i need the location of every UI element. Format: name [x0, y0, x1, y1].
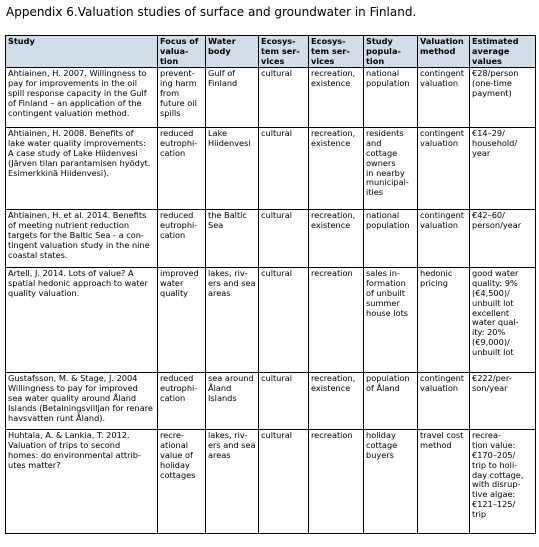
column-header-ecosystem-services: Ecosys- tem ser- vices [259, 36, 309, 68]
table-cell: sea around Åland Islands [206, 373, 259, 430]
table-cell: hedonic pricing [418, 268, 470, 373]
table-cell: cultural [259, 373, 309, 430]
table-cell: Huhtala, A. & Lankia, T. 2012. Valuation of trips to second homes: do environmental attrib- utes matter? [6, 430, 158, 534]
table-cell: improved water quality [158, 268, 206, 373]
table-cell: residents and cottage owners in nearby municipal- ities [364, 128, 418, 210]
column-header-study-population: Study popula- tion [364, 36, 418, 68]
table-cell: Artell, J. 2014. Lots of value? A spatial hedonic approach to water quality valuation. [6, 268, 158, 373]
table-cell: lakes, riv- ers and sea areas [206, 430, 259, 534]
table-cell: recreation [309, 268, 364, 373]
table-cell: sales in- formation of unbuilt summer house lots [364, 268, 418, 373]
table-cell: recrea- tion value: €170–205/ trip to holi- day cottage, with disrup- tive algae: €121–125/ trip [470, 430, 536, 534]
table-cell: Ahtiainen, H. et al. 2014. Benefits of meeting nutrient reduction targets for the Baltic Sea - a con- tingent valuation study in the nine coastal states. [6, 210, 158, 268]
table-cell: Ahtiainen, H. 2008. Benefits of lake water quality improvements: A case study of Lake Hiidenvesi (Järven tilan parantamisen hyödyt. Esimerkkinä Hiidenvesi). [6, 128, 158, 210]
table-cell: recre- ational value of holiday cottages [158, 430, 206, 534]
column-header-water-body: Water body [206, 36, 259, 68]
table-cell: cultural [259, 430, 309, 534]
table-row [6, 373, 536, 430]
table-cell: cultural [259, 68, 309, 128]
table-cell: holiday cottage buyers [364, 430, 418, 534]
page-title: Appendix 6.Valuation studies of surface and groundwater in Finland. [6, 5, 417, 19]
column-header-focus: Focus of valua- tion [158, 36, 206, 68]
column-header-valuation-method: Valuation method [418, 36, 470, 68]
table-cell: contingent valuation [418, 128, 470, 210]
table-header-row [6, 36, 536, 68]
table-cell: recreation, existence [309, 373, 364, 430]
table-cell: reduced eutrophi- cation [158, 210, 206, 268]
table-cell: recreation [309, 430, 364, 534]
table-row [6, 268, 536, 373]
table-cell: recreation, existence [309, 210, 364, 268]
table-cell: cultural [259, 268, 309, 373]
table-cell: population of Åland [364, 373, 418, 430]
table-row [6, 128, 536, 210]
table-cell: contingent valuation [418, 373, 470, 430]
column-header-estimated-values: Estimated average values [470, 36, 536, 68]
table-cell: Ahtiainen, H. 2007. Willingness to pay for improvements in the oil spill response capacity in the Gulf of Finland – an application of the contingent valuation method. [6, 68, 158, 128]
table-cell: cultural [259, 210, 309, 268]
table-cell: €14–29/ household/ year [470, 128, 536, 210]
table-cell: €222/per- son/year [470, 373, 536, 430]
table-cell: €28/person (one-time payment) [470, 68, 536, 128]
table-row [6, 210, 536, 268]
table-cell: cultural [259, 128, 309, 210]
table-cell: Gustafsson, M. & Stage, J. 2004 Willingness to pay for improved sea water quality around Åland Islands (Betalningsvilljan for renare havsvatten runt Åland). [6, 373, 158, 430]
table-cell: Lake Hiidenvesi [206, 128, 259, 210]
table-cell: good water quality: 9% (€4,500)/ unbuilt lot excellent water qual- ity: 20% (€9,000)/ unbuilt lot [470, 268, 536, 373]
column-header-ecosystem-services-2: Ecosys- tem ser- vices [309, 36, 364, 68]
table-cell: reduced eutrophi- cation [158, 128, 206, 210]
table-cell: lakes, riv- ers and sea areas [206, 268, 259, 373]
table-cell: recreation, existence [309, 68, 364, 128]
valuation-studies-table [5, 35, 536, 534]
table-cell: national population [364, 210, 418, 268]
table-cell: reduced eutrophi- cation [158, 373, 206, 430]
table-row [6, 68, 536, 128]
table-cell: contingent valuation [418, 68, 470, 128]
table-cell: recreation, existence [309, 128, 364, 210]
table-cell: Gulf of Finland [206, 68, 259, 128]
table-row [6, 430, 536, 534]
table-cell: the Baltic Sea [206, 210, 259, 268]
table-cell: €42–60/ person/year [470, 210, 536, 268]
table-cell: travel cost method [418, 430, 470, 534]
table-cell: prevent- ing harm from future oil spills [158, 68, 206, 128]
column-header-study: Study [6, 36, 158, 68]
table-cell: contingent valuation [418, 210, 470, 268]
table-cell: national population [364, 68, 418, 128]
